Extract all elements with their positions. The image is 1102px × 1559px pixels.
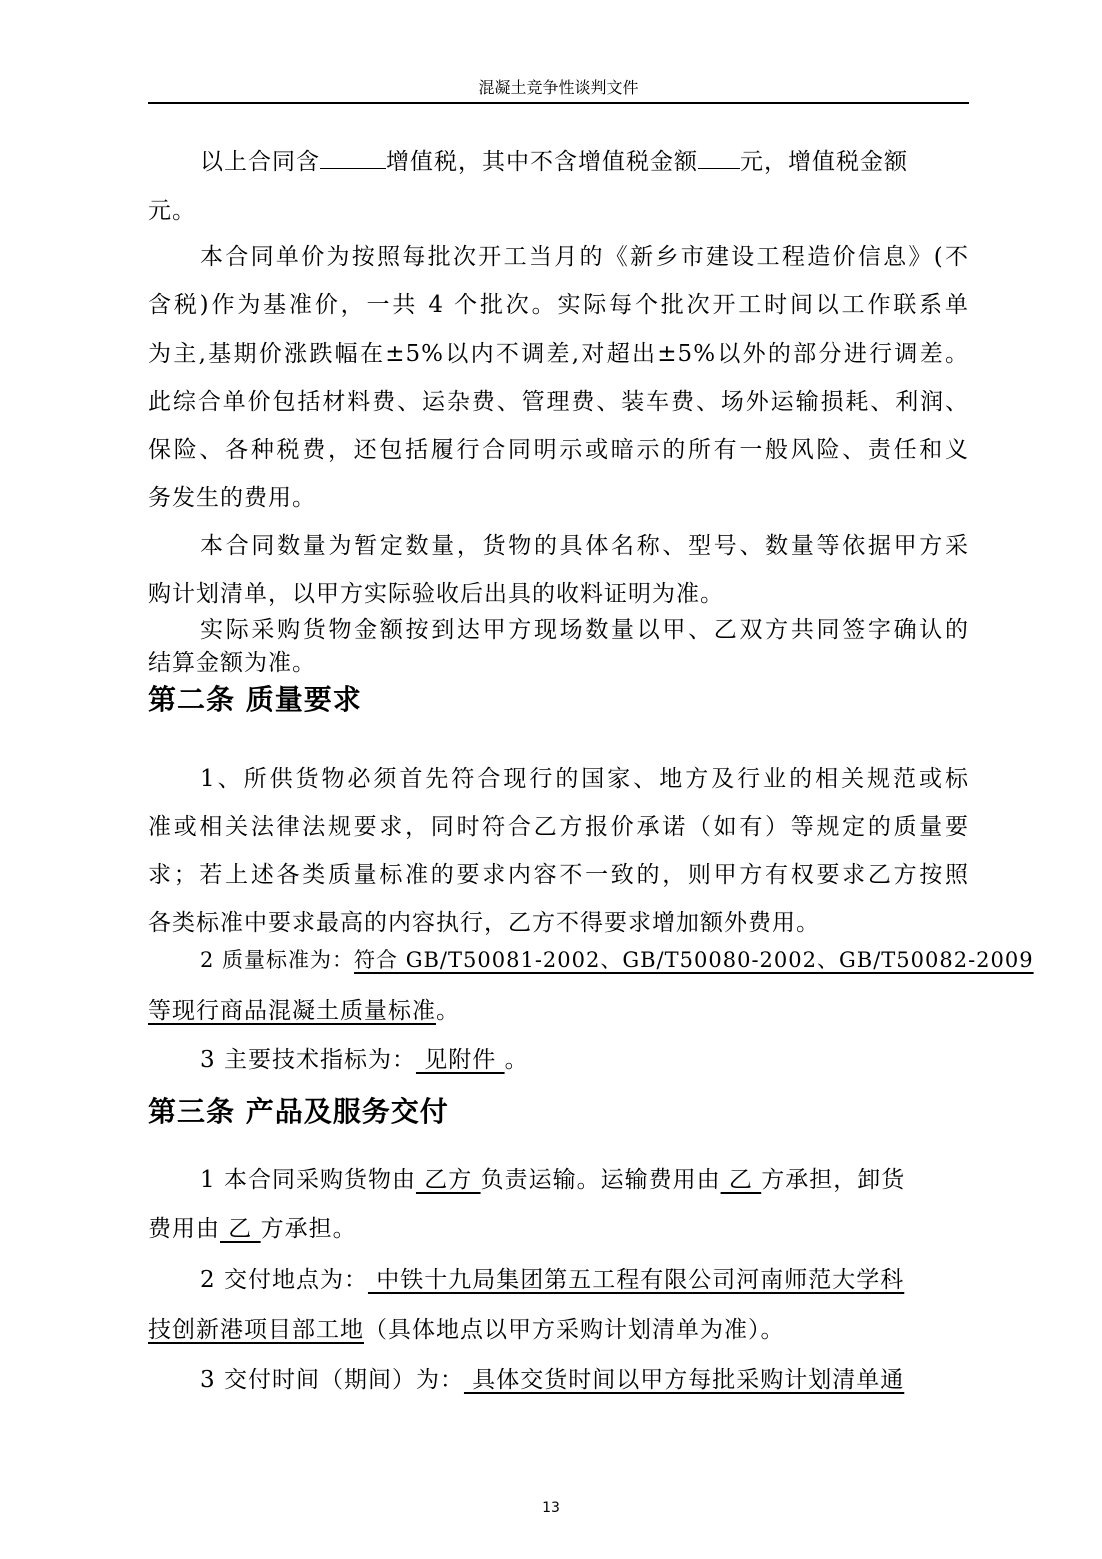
section-heading-delivery: 第三条 产品及服务交付 (148, 1095, 449, 1128)
underlined-value: 中铁十九局集团第五工程有限公司河南师范大学科 (367, 1267, 905, 1293)
quality-standard-line (200, 945, 1034, 975)
text-segment: 。 (504, 1047, 529, 1073)
text-line: 为主,基期价涨跌幅在±5%以内不调差,对超出±5%以外的部分进行调差。 (148, 341, 969, 367)
text-segment: 2 质量标准为： (200, 948, 355, 972)
blank-field (320, 146, 386, 169)
text-segment: 增值税，其中不含增值税金额 (386, 149, 698, 175)
underlined-value: 等现行商品混凝土质量标准 (148, 998, 436, 1024)
text-segment: 。 (436, 998, 460, 1024)
text-segment: 3 交付时间（期间）为： (200, 1367, 464, 1393)
text-segment: 负责运输。运输费用由 (480, 1167, 721, 1193)
text-segment: 方承担。 (260, 1216, 357, 1242)
unloading-line (148, 1214, 969, 1244)
text-line: 保险、各种税费，还包括履行合同明示或暗示的所有一般风险、责任和义 (148, 437, 969, 463)
underlined-value: 见附件 (415, 1047, 505, 1073)
underlined-value: 乙 (220, 1216, 261, 1242)
underlined-value: 符合 GB/T50081-2002、GB/T50080-2002、GB/T50082-2009 (354, 948, 1034, 972)
text-segment: 3 主要技术指标为： (200, 1047, 416, 1073)
delivery-location-line-2 (148, 1315, 969, 1345)
text-line: 元。 (148, 198, 196, 224)
text-line: 结算金额为准。 (148, 650, 316, 676)
text-line: 含税)作为基准价，一共 4 个批次。实际每个批次开工时间以工作联系单 (148, 292, 969, 318)
transport-line (200, 1165, 969, 1195)
text-line: 实际采购货物金额按到达甲方现场数量以甲、乙双方共同签字确认的 (200, 617, 969, 643)
text-segment: 以上合同含 (200, 149, 320, 175)
text-segment: 方承担，卸货 (761, 1167, 906, 1193)
text-segment: 元，增值税金额 (740, 149, 908, 175)
text-line: 务发生的费用。 (148, 485, 316, 511)
delivery-location-line (200, 1265, 969, 1295)
text-line: 购计划清单，以甲方实际验收后出具的收料证明为准。 (148, 581, 724, 607)
delivery-time-line (200, 1365, 969, 1395)
quality-standard-line-2 (148, 996, 969, 1026)
underlined-value: 乙 (720, 1167, 762, 1193)
underlined-value: 乙方 (415, 1167, 481, 1193)
page-header: 混凝土竞争性谈判文件 (148, 74, 969, 104)
text-line: 准或相关法律法规要求，同时符合乙方报价承诺（如有）等规定的质量要 (148, 814, 969, 840)
tech-index-line (200, 1045, 969, 1075)
text-line: 1、所供货物必须首先符合现行的国家、地方及行业的相关规范或标 (200, 766, 969, 792)
text-line: 本合同单价为按照每批次开工当月的《新乡市建设工程造价信息》(不 (200, 244, 969, 270)
section-heading-quality: 第二条 质量要求 (148, 683, 362, 716)
text-line: 本合同数量为暂定数量，货物的具体名称、型号、数量等依据甲方采 (200, 533, 969, 559)
tax-amount-line (200, 146, 969, 177)
text-segment: 费用由 (148, 1216, 220, 1242)
blank-field (698, 146, 740, 169)
text-line: 此综合单价包括材料费、运杂费、管理费、装车费、场外运输损耗、利润、 (148, 389, 969, 415)
text-segment: 2 交付地点为： (200, 1267, 368, 1293)
text-line: 各类标准中要求最高的内容执行，乙方不得要求增加额外费用。 (148, 910, 820, 936)
text-segment: （具体地点以甲方采购计划清单为准）。 (364, 1317, 785, 1343)
underlined-value: 具体交货时间以甲方每批采购计划清单通 (463, 1367, 905, 1393)
text-segment: 1 本合同采购货物由 (200, 1167, 416, 1193)
underlined-value: 技创新港项目部工地 (148, 1317, 364, 1343)
text-line: 求；若上述各类质量标准的要求内容不一致的，则甲方有权要求乙方按照 (148, 862, 969, 888)
page-number: 13 (542, 1500, 560, 1516)
